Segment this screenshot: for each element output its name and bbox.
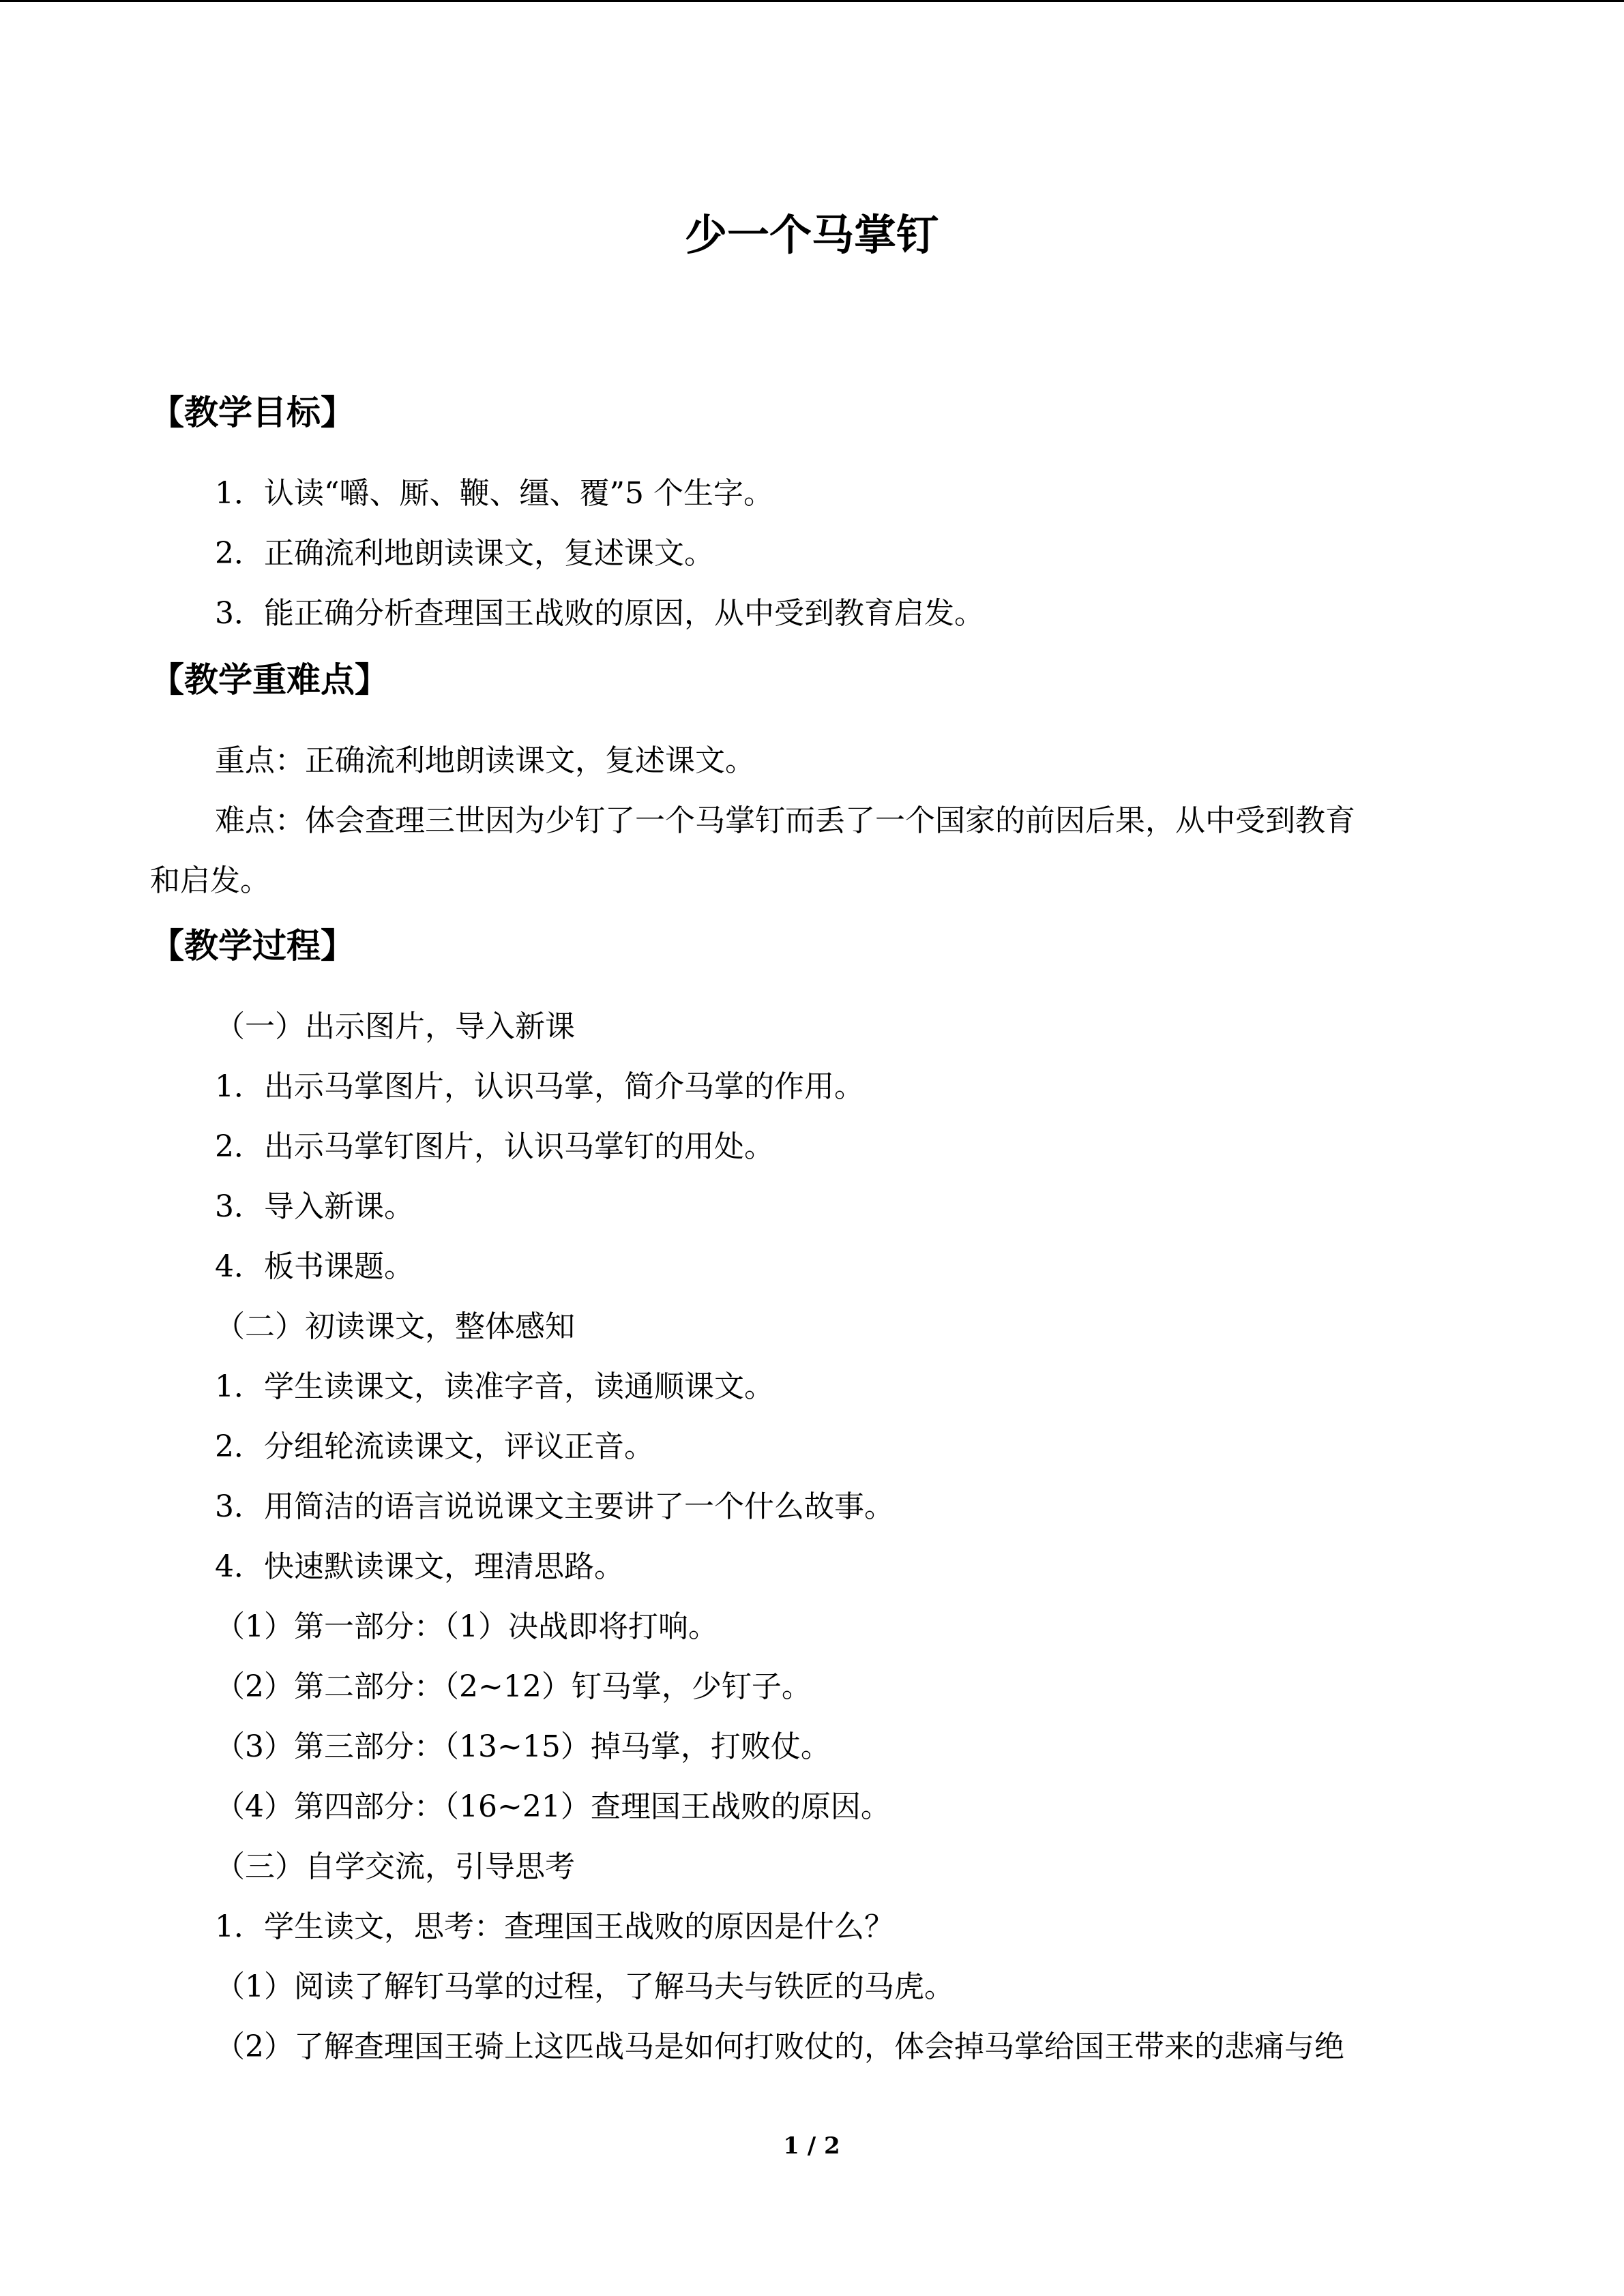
process-item: 2．分组轮流读课文，评议正音。	[215, 1429, 654, 1464]
process-item: 1．学生读文，思考：查理国王战败的原因是什么？	[215, 1909, 894, 1944]
process-item: 1．学生读课文，读准字音，读通顺课文。	[215, 1369, 774, 1404]
objectives-list	[150, 464, 1473, 644]
objective-item: 1．认读“嚼、厮、鞭、缰、覆”5 个生字。	[215, 476, 773, 511]
process-item: 4．板书课题。	[215, 1249, 414, 1284]
difficulty-text-line2: 和启发。	[150, 863, 270, 898]
process-item: 3．用简洁的语言说说课文主要讲了一个什么故事。	[215, 1489, 894, 1524]
process-subheading: （三）自学交流，引导思考	[215, 1849, 575, 1884]
section-heading-key-points: 【教学重难点】	[150, 660, 389, 700]
process-subitem: （2）第二部分：（2~12）钉马掌，少钉子。	[215, 1669, 812, 1704]
section-heading-process: 【教学过程】	[150, 926, 355, 966]
process-item: 2．出示马掌钉图片，认识马掌钉的用处。	[215, 1129, 774, 1164]
page-top-border	[0, 0, 1624, 2]
process-item: 4．快速默读课文，理清思路。	[215, 1549, 624, 1584]
process-subitem: （1）阅读了解钉马掌的过程，了解马夫与铁匠的马虎。	[215, 1969, 954, 2004]
key-points-block	[150, 731, 1473, 911]
process-subitem: （3）第三部分：（13~15）掉马掌，打败仗。	[215, 1729, 831, 1764]
section-heading-objectives: 【教学目标】	[150, 393, 355, 432]
process-item: 3．导入新课。	[215, 1189, 414, 1224]
process-block	[150, 997, 1473, 2077]
process-item: 1．出示马掌图片，认识马掌，简介马掌的作用。	[215, 1069, 864, 1104]
difficulty-text-line1: 难点：体会查理三世因为少钉了一个马掌钉而丢了一个国家的前因后果，从中受到教育	[215, 803, 1355, 838]
page-title: 少一个马掌钉	[684, 210, 939, 260]
process-subheading: （二）初读课文，整体感知	[215, 1309, 575, 1344]
objective-item: 2．正确流利地朗读课文，复述课文。	[215, 536, 714, 571]
process-subheading: （一）出示图片，导入新课	[215, 1009, 575, 1044]
objective-item: 3．能正确分析查理国王战败的原因，从中受到教育启发。	[215, 596, 984, 631]
process-subitem: （2）了解查理国王骑上这匹战马是如何打败仗的，体会掉马掌给国王带来的悲痛与绝	[215, 2029, 1344, 2064]
process-subitem: （1）第一部分：（1）决战即将打响。	[215, 1609, 718, 1644]
key-point-text: 重点：正确流利地朗读课文，复述课文。	[215, 743, 755, 778]
page-number: 1 / 2	[783, 2132, 840, 2160]
process-subitem: （4）第四部分：（16~21）查理国王战败的原因。	[215, 1789, 891, 1824]
